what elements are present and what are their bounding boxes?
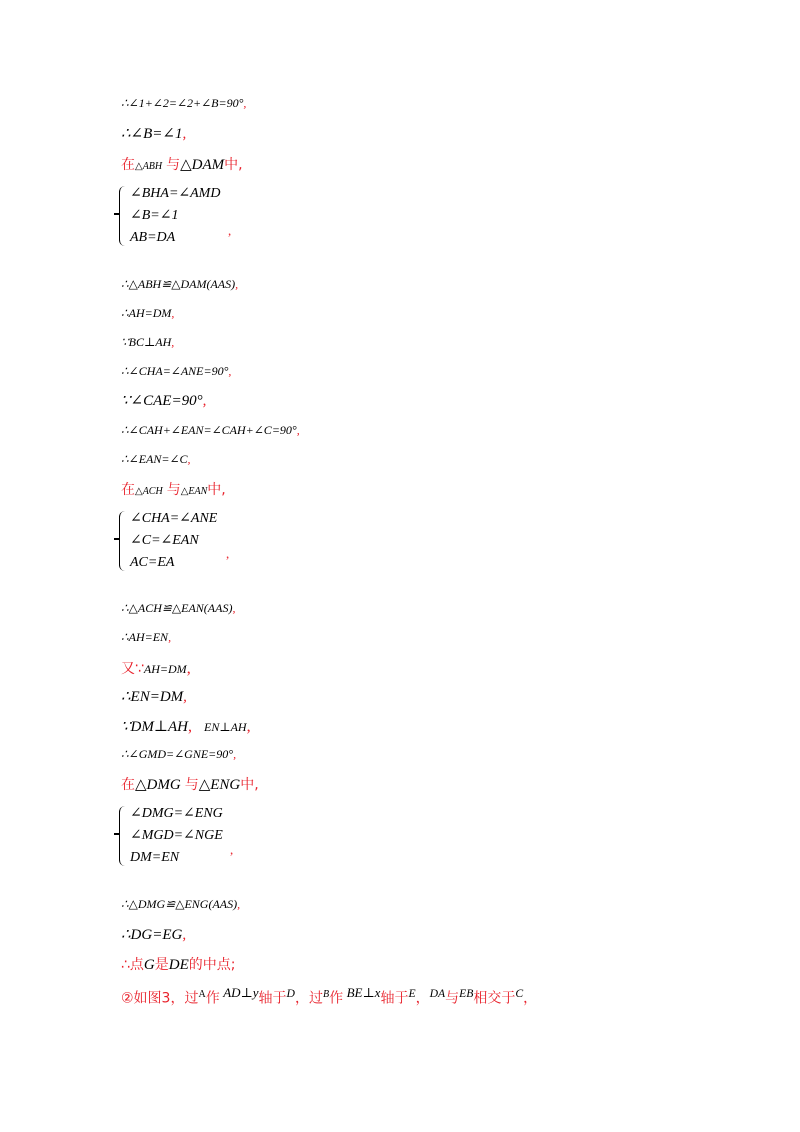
- step-angle-b-equals-1: ∴∠B=∠1,: [121, 126, 187, 142]
- step-angle-cae: ∵∠CAE=90°,: [121, 393, 207, 409]
- step-angle-gmd-gne: ∴∠GMD=∠GNE=90°,: [121, 747, 237, 761]
- equation-system-3: ∠DMG=∠ENG ∠MGD=∠NGE DM=EN: [130, 806, 223, 865]
- step-angle-cha-ane: ∴∠CHA=∠ANE=90°,: [121, 364, 232, 378]
- step-angle-sum: ∴∠1+∠2=∠2+∠B=90°,: [121, 96, 247, 110]
- step-angle-ean-c: ∴∠EAN=∠C,: [121, 452, 191, 466]
- brace-system-1: [119, 186, 128, 246]
- heading-triangles-ach-ean: 在△ACH 与△EAN中,: [121, 482, 226, 498]
- step-ah-equals-en: ∴AH=EN,: [121, 630, 172, 644]
- step-congruent-abh-dam: ∴△ABH≌△DAM(AAS),: [121, 277, 239, 291]
- step-perpendiculars: ∵DM⊥AH, EN⊥AH,: [121, 718, 251, 735]
- heading-triangles-abh-dam: 在△ABH 与△DAM中,: [121, 157, 243, 173]
- system-3-comma: ,: [230, 842, 234, 857]
- step-congruent-ach-ean: ∴△ACH≌△EAN(AAS),: [121, 601, 236, 615]
- step-angle-sum-2: ∴∠CAH+∠EAN=∠CAH+∠C=90°,: [121, 423, 300, 437]
- conclusion-midpoint: ∴点G是DE的中点;: [121, 957, 236, 973]
- step-also-ah-dm: 又∵AH=DM,: [121, 660, 191, 677]
- system-2-comma: ,: [226, 546, 230, 561]
- part-2-intro: ②如图3，过$^A$作 $^{AD\perp y}$轴于$^D$，过$^B$作 $^{BE\perp x}$轴于$^E$，$^{DA}$与$^{EB}$相交于$^C$，: [121, 985, 538, 1007]
- equation-system-2: ∠CHA=∠ANE ∠C=∠EAN AC=EA: [130, 511, 218, 570]
- equation-system-1: ∠BHA=∠AMD ∠B=∠1 AB=DA: [130, 186, 221, 245]
- heading-triangles-dmg-eng: 在△DMG 与△ENG中,: [121, 777, 259, 793]
- step-ah-equals-dm: ∴AH=DM,: [121, 306, 175, 320]
- step-dg-equals-eg: ∴DG=EG,: [121, 927, 187, 943]
- system-1-comma: ,: [228, 223, 232, 238]
- step-en-equals-dm: ∴EN=DM,: [121, 689, 187, 705]
- step-bc-perp-ah: ∵BC⊥AH,: [121, 335, 175, 349]
- step-congruent-dmg-eng: ∴△DMG≌△ENG(AAS),: [121, 897, 241, 911]
- brace-system-3: [119, 806, 128, 866]
- brace-system-2: [119, 511, 128, 571]
